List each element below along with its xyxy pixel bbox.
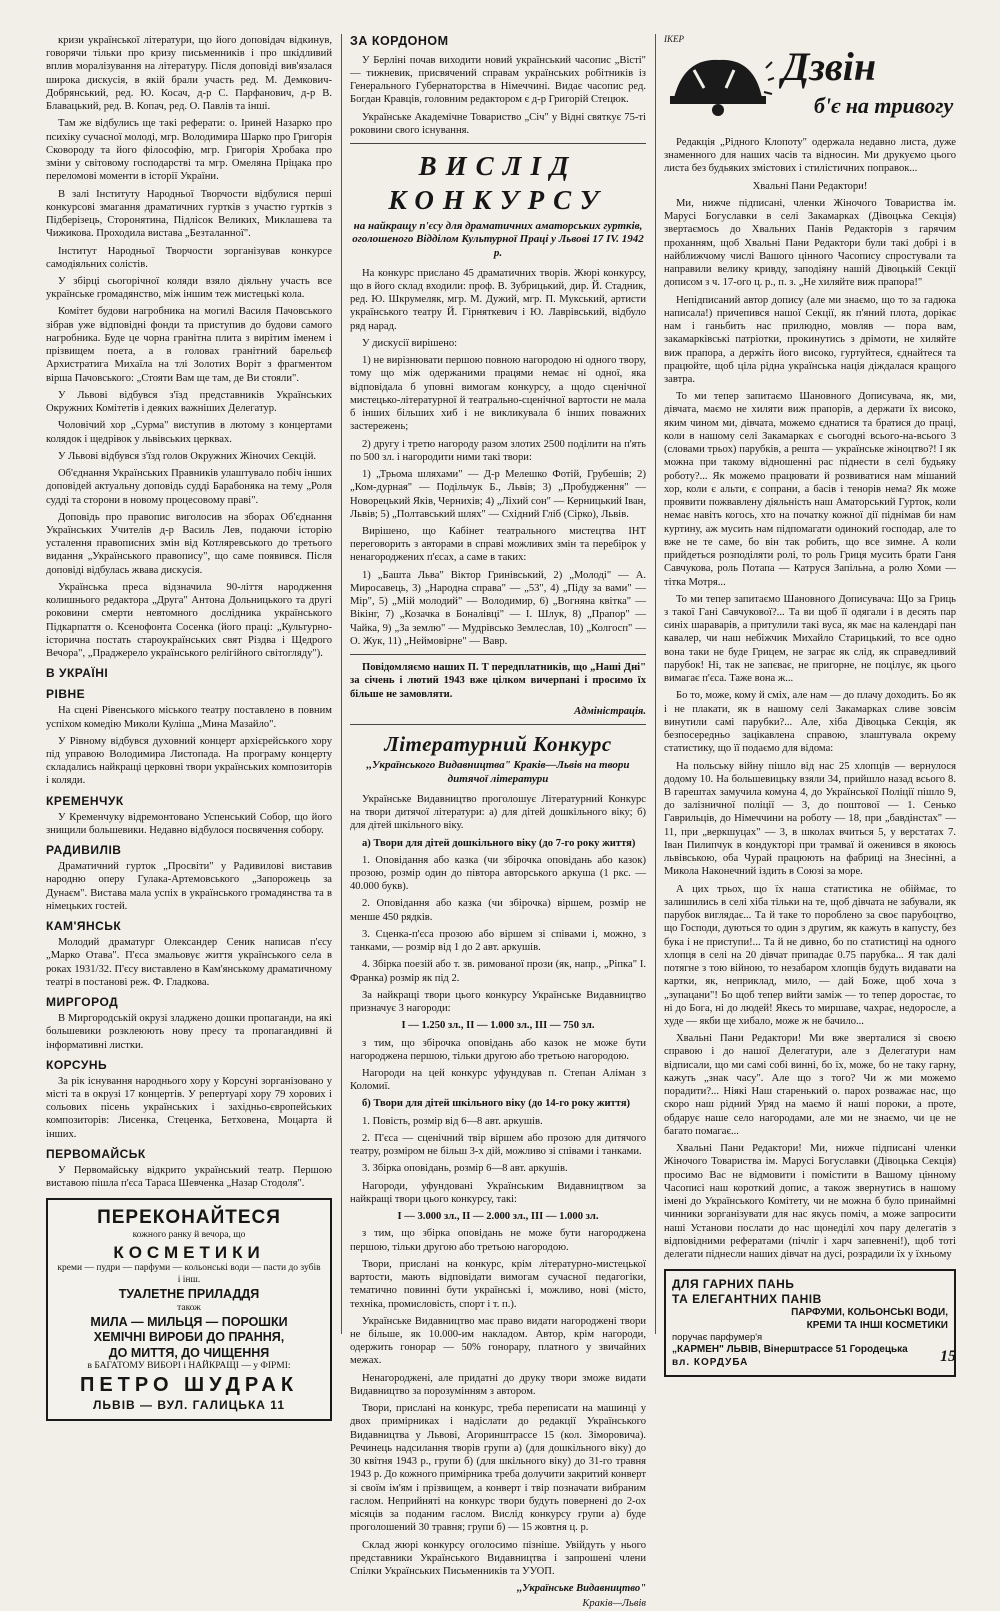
ad-line: „КАРМЕН" ЛЬВІВ, Вінерштрассе 51 Городецька: [672, 1344, 908, 1356]
prize-line: I — 3.000 зл., II — 2.000 зл., III — 1.000 зл.: [397, 1211, 599, 1223]
news-paragraph: У Рівному відбувся духовний концерт архієрейського хору під управою Володимира Листопада. На програму концерту складались найкращі церковні твори українських композиторів і коляди.: [46, 735, 333, 787]
news-paragraph: У збірці сьогорічної коляди взяло діяльну участь все українське громадянство, між іншим теж мистецькі кола.: [46, 275, 332, 301]
article-paragraph: з тим, що збірка оповідань не може бути нагороджена першою, тільки другою або третьою нагородою.: [350, 1228, 646, 1253]
divider: [350, 654, 646, 655]
publisher-signature: ,,Українське Видавництво": [516, 1583, 646, 1595]
artist-signature: ІКЕР: [664, 34, 684, 44]
ad-line: КРЕМИ ТА ІНШІ КОСМЕТИКИ: [806, 1319, 948, 1331]
letter-paragraph: Редакція „Рідного Клопоту" одержала недавно листа, дуже знаменного для наших часів та відносин. Ми друкуємо цього листа без будьяких змістових і стилістичних поправок...: [664, 137, 956, 175]
article-paragraph: Твори, прислані на конкурс, треба переписати на машинці у двох примірниках і надіслати до редакції Українського Видавництва у Львові, Агоринштрассе 15 (кол. Зіморовича). Речинець надсилання творів групи а) (для дошкільного віку) до 30 квітня 1943 р., групи б) (для шкільного віку) до 31-го травня 1943 р. До кожного примірника треба долучити закритий конверт зі своїм ім'ям і прізвищем, а конверт і твір позначати вибраним гаслом. Неприйняті на конкурс твори будуть повернені до 2-ох місяців за поданим гаслом. Вислід конкурсу групи а) буде проголошений 30 травня; групи б) — 15 жовтня ц. р.: [350, 1403, 647, 1534]
column-news-ukraine: [46, 34, 333, 1413]
ad-line: КОСМЕТИКИ: [113, 1243, 265, 1263]
article-paragraph: з тим, що збірочка оповідань або казок не може бути нагороджена першою, тільки другою або третьою нагородою.: [350, 1037, 646, 1062]
article-paragraph: 2) другу і третю нагороду разом злотих 2500 поділити на п'ять по 500 зл. і нагородити ними такі твори:: [350, 438, 646, 463]
article-paragraph: Українське Видавництво має право видати нагороджені твори не більше, як 10.000-им накладом. Автор, крім нагороди, одержить гонорар — 50% гонорару, платного у звичайних межах.: [350, 1315, 646, 1367]
ad-address: ЛЬВІВ — ВУЛ. ГАЛИЦЬКА 11: [93, 1398, 285, 1413]
city-heading: МИРГОРОД: [46, 995, 119, 1010]
column-contests: [350, 34, 647, 1610]
divider: [350, 143, 646, 144]
ad-heading: ДЛЯ ГАРНИХ ПАНЬ: [672, 1277, 795, 1292]
city-heading: ПЕРВОМАЙСЬК: [46, 1146, 146, 1161]
perfumery-advertisement: [664, 1269, 956, 1377]
ad-line: також: [177, 1302, 201, 1313]
banner-title-1: Дзвін: [782, 44, 877, 89]
alarm-bell-banner: [664, 34, 956, 130]
letter-paragraph: Ми, нижче підписані, членки Жіночого Товариства ім. Марусі Богуславки в селі Закамарках (Дівоцька Секція) звертаємось до Хвальних Панів Редакторів з гарячим проханням, щоб Хвальні Пани Редактори були такі добрі і в найближчому числі Вашого цінного Часопису спростували та направили велику кривду, заподіяну нашій Дівоцькій Секції дописом з ч. 17-ого ц. р., п. з. „Не хиляйте виж прапора!": [664, 197, 956, 289]
ad-heading: ТА ЕЛЕГАНТНИХ ПАНІВ: [672, 1292, 822, 1307]
article-paragraph: 4. Збірка поезій або т. зв. римованої прози (як, напр., „Ріпка" І. Франка) розмір як під 2.: [350, 959, 646, 984]
news-paragraph: Об'єднання Українських Правників улаштувало побіч інших доповідей актуальну доповідь судді Барабоняка на тему „Роля судді та сторони в новому процесовому праві".: [46, 468, 332, 506]
news-paragraph: Українська преса відзначила 90-ліття народження колишнього редактора „Друга" Антона Дольницького та другі роковини смерти невтомного дослідника українського Підкарпаття о. Ксенофонта Сосенка (його праці: „Культурно-історична постать староукраїнських свят Різдва і Щедрого Вечора", „Праджерело українського релігійного світогляду").: [46, 581, 332, 660]
article-paragraph: Склад жюрі конкурсу оголосимо пізніше. Увійдуть у нього представники Українського Видавництва і запрошені члени Спілки Українських Письменників та УУОП.: [350, 1539, 646, 1577]
article-paragraph: Нагороди на цей конкурс уфундував п. Степан Аліман з Коломиї.: [350, 1068, 646, 1093]
news-paragraph: Доповідь про правопис виголосив на зборах Об'єднання Українських Учителів д-р Василь Лев, подаючи історію усталення правописних змін від Котляревського до третього видання „Українського правопису", що саме появився. Після доповіді відбулась жвава дискусія.: [46, 511, 332, 576]
divider: [350, 724, 646, 725]
news-paragraph: Молодий драматург Олександер Сеник написав п'єсу „Марко Отава". П'єса змальовує життя українського села в роках 1931/32. П'єсу виставлено в Кам'янському драматичному театрі в постанові реж. Ф. Гладкова.: [46, 937, 332, 988]
news-paragraph: Чоловічий хор „Сурма" виступив в лютому з концертами колядок і щедрівок у львівських церквах.: [46, 420, 332, 445]
article-paragraph: У дискусії вирішено:: [362, 337, 458, 349]
news-paragraph: У Львові відбувся з'їзд голов Окружних Жіночих Секцій.: [58, 450, 317, 462]
letter-paragraph: А цих трьох, що їх наша статистика не обіймає, то залишились в селі хіба тільки на те, щоб дівчата не забували, як парубок виглядає... Та й таке то пороблено за своє парубоцтво, що Господи, дуються то один з другим, як кажуть в капусту, без бука і не приступи!... Та й не дивно, бо по статистиці на одного хлопця в селі на 20 дівчат припадає 0.75 парубка... Я так далі потягне з тою війною, то незабаром хлопців будуть видавати на картки, як, неприклад, мило, — дай Боже, щоб хоча з „зупацани"! Бо щоб тепер вийти заміж — то тепер доростає, то ні до Бога, ні до людей! Якесь то миршаве, чахрає, недоросле, а худе — якби ще хибало, може ж не бачило...: [664, 883, 956, 1027]
news-paragraph: У Кременчуку відремонтовано Успенський Собор, що його знищили большевики. Недавно відбулося посвячення собору.: [46, 811, 332, 836]
ad-line: МИЛА — МИЛЬЦЯ — ПОРОШКИ: [90, 1314, 288, 1329]
section-heading: ЗА КОРДОНОМ: [350, 34, 449, 48]
article-paragraph: 3. Збірка оповідань, розмір 6—8 авт. аркушів.: [362, 1163, 568, 1175]
letter-paragraph: Хвальні Пани Редактори!: [752, 180, 868, 192]
city-heading: КРЕМЕНЧУК: [46, 793, 124, 808]
letter-paragraph: Хвальні Пани Редактори! Ми вже зверталися зі своєю справою і до нашої Делегатури, але з Делегатури нам відписали, що ми самі собі винні, бо їх, може, бо не таку гарну, кажуть „знак часу". Але що з того? Чи ж ми можемо порадити?... Ніякі Наш старенький о. парох розважає нас, що скоро наш рідний Уряд на маємо й наші пороки, а проте, обдарує наше село нагородами, але ми не знаємо, чи це не багато помагає...: [664, 1033, 956, 1137]
article-paragraph: За найкращі твори цього конкурсу Українське Видавництво призначує 3 нагороди:: [350, 989, 646, 1015]
letter-paragraph: То ми тепер запитаємо Шановного Дописувача: Що за Гриць з такої Гані Савчукової?... Та ви щоб її одягали і в десять пар синіх шараварів, а притулили такі вуса, як має на календарі пан кавалер, чи наш небіжчик Михайло Старицький, то все одно вона таки не буде Грицем, не заграє як слід, як справедливий парубок! Ні, так не запєває, не пригорне, не поцілує, як цього вимагає п'єса. Таже вона ж...: [664, 593, 956, 685]
contest-subtitle: на найкращу п'єсу для драматичних аматорських гуртків, оголошеного Відділом Культурної Праці у Львові 17 IV. 1942 р.: [352, 219, 644, 260]
ad-line: кожного ранку й вечора, що: [132, 1230, 246, 1241]
article-paragraph: Вирішено, що Кабінет театрального мистецтва ІНТ переговорить з авторами в справі можливих змін та перебірок у ненагороджених п'єсах, а саме в таких:: [350, 526, 646, 564]
ad-line: поручає парфумер'я: [672, 1332, 763, 1344]
news-paragraph: кризи української літератури, що його доповідач відкинув, говорячи тільки про кризу письменників і про шкідливий вплив моралізування на літературу. Після доповіді вив'язалася широка дискусія, в якій брали участь ред. М. Демкович-Добрянський, ред. Ю. Косач, д-р С. Парфанович, д-р В. Блавацький, ред. В. Копач, ред. О. Павлів та інші.: [46, 35, 332, 113]
prize-line: I — 1.250 зл., II — 1.000 зл., III — 750 зл.: [401, 1020, 595, 1032]
news-paragraph: За рік існування народнього хору у Корсуні зорганізовано у місті та в окрузі 17 концертів. У репертуарі хору 79 хорових і сольових пісень українських і західньо-європейських композиторів: Лисенка, Стеценка, Бетховена, Моцарта й інших.: [46, 1075, 332, 1140]
article-paragraph: 1) не вирізнювати першою повною нагородою ні одного твору, тому що між одержаними працями немає ні одної, яка відповідала б уповні вимогам конкурсу, а щодо сценічної мистецько-літературної й театрально-сценічної вартости не мала б інших більших хиб і не викликувала б інших поважних застережень;: [350, 355, 646, 433]
letter-paragraph: Хвальні Пани Редактори! Ми, нижче підписані членки Жіночого Товариства ім. Марусі Богуславки (Дівоцька Секція) просимо Вас не відмовити і помістити в Вашому цінному Часописі наш короткий допис, а також звернутись в нашому імені до Українського Комітету, чи не можна б було принаймні чинники зорганізувати для нас якусь поміч, а може запросити наші Установи послати до нас щонеділі хоч пару делегатів з відповідними рефератами (пічліг і харч запевнені!), щоб тоті делегати піднесли наших дівчат на дусі, розрадили їх у їхньому: [664, 1143, 956, 1260]
news-paragraph: Драматичний гурток „Просвіти" у Радивилові виставив народню оперу Гулака-Артемовського „Запорожець за Дунаєм". Вистава мала успіх в українського громадянства та в німецьких гостей.: [46, 861, 332, 912]
city-heading: КАМ'ЯНСЬК: [46, 919, 122, 934]
news-paragraph: Українське Академічне Товариство „Січ" у Відні святкує 75-ті роковини свого існування.: [350, 111, 646, 136]
ad-line: в БАГАТОМУ ВИБОРІ і НАЙКРАЩІ — у ФІРМІ:: [87, 1361, 291, 1372]
column-letter: [664, 34, 956, 1368]
ad-title: ПЕРЕКОНАЙТЕСЯ: [97, 1207, 281, 1229]
news-paragraph: В Миргородській окрузі зладжено дошки пропаганди, на які большевики розклеюють нову пресу та пропагандивні й інформативні листки.: [46, 1013, 332, 1051]
article-paragraph: 2. П'єса — сценічний твір віршем або прозою для дитячого театру, розміром не більш 3-х дій, можливо зі співами і танками.: [350, 1132, 646, 1158]
letter-paragraph: На польську війну пішло від нас 25 хлопців — вернулося додому 10. На большевицьку взяли 34, прийшло назад всього 8. В гарештах замучила комуна 4, до Української Поліції пішло 9, до залізничної поліції — 3, до поштової — 1. Сенько Гаврильців, до Німеччини на роботу — 18, при „бавдінстах" — 11, при „веркшуцах" — 3, в школах вчиться 5, у верстатах 7. Іван Пилипчук в кондукторі при трамваї й оженився в якоюсь львівською, оба Чурай працюють на фабриці на Знесінні, а Микола Наконечний іздить в Союзі за море.: [664, 760, 956, 878]
letter-paragraph: То ми тепер запитаємо Шановного Дописувача, як, ми, дівчата, маємо не хиляти виж прапорів, а держати їх високо, яким чином ми, дівчата, можемо єднатися та братися до праці, коли в нашому селі Закамарках є сьогодні всього-на-всього 3 (словами трьох) парубків, а решта — українське жіноцтво?! І як можна при такому відношенні рас піднести в селі будьяку роботу?... Як можемо працювати й розвиватися нам мішаний хор, коли є альти, є сопрани, а басів і тенорів нема? Як може проявити пожвавлену діяльність наш Аматорський Гурток, коли немає навіть когось, хто на початку кожної дії піднімав би нам куртину, аж мусить нам підпомагати одинокий господар, але то вже не те саме, бо він так робить, що все зимне. А коли прийдеться розподіляти ролі, то роль Гриця мусить брати Ганя Савчукова, роль Потапа — Катруся Запільна, а ролю Хоми — тітка Мотря...: [664, 391, 956, 588]
news-paragraph: Там же відбулись ще такі реферати: о. Іриней Назарко про психіку сучасної молоді, мгр. Володимира Шарко про Григорія Сковороду та його філософію, мгр. Григорія Хробака про зміни у світовому господарстві та мгр. Омеляна Пріцака про переломові моменти в історії України.: [46, 118, 332, 183]
admin-notice: Повідомляємо наших П. Т передплатників, що „Наші Дні" за січень і лютий 1943 вже цілком вичерпані і просимо їх більше не замовляти.: [350, 662, 646, 700]
news-paragraph: Інститут Народньої Творчости зорганізував конкурсе самодіяльних солістів.: [46, 245, 332, 270]
letter-paragraph: Бо то, може, кому й сміх, але нам — до плачу доходить. Бо як і не плакати, як в нашому селі Закамарках сливе зовсім винутили самі парубки?... Але, хіба Дівоцька Секція, як безпосередньо зацікавлена справою, злаштувала окрему статистику, що її подаємо для відома:: [664, 690, 956, 755]
article-paragraph: б) Твори для дітей шкільного віку (до 14-го року життя): [362, 1098, 631, 1110]
section-heading: В УКРАЇНІ: [46, 666, 109, 681]
city-heading: РІВНЕ: [46, 687, 86, 702]
article-paragraph: Ненагороджені, але придатні до друку твори зможе видати Видавництво за порозумінням з автором.: [350, 1372, 646, 1397]
article-paragraph: 3. Сценка-п'єса прозою або віршем зі співами і, можно, з танками, — розмір від 1 до 2 авт. аркушів.: [350, 928, 646, 954]
ad-line: креми — пудри — парфуми — кольонські води — пасти до зубів і інш.: [57, 1263, 321, 1286]
cosmetics-advertisement: [46, 1198, 332, 1421]
ad-line: ДО МИТТЯ, ДО ЧИЩЕННЯ: [108, 1345, 270, 1360]
ad-firm-name: ПЕТРО ШУДРАК: [79, 1374, 299, 1397]
article-paragraph: 1. Оповідання або казка (чи збірочка оповідань або казок) прозою, розмір один до півтора авторського аркуша (1 ркс. — 40.000 букв).: [350, 854, 646, 893]
letter-paragraph: Непідписаний автор допису (але ми знаємо, що то за гадюка написала!) причепився нашої Секції, як п'яний плота, дорікає нам і ганьбить нас прилюдно, мовляв — пора вам, закамарківські патріотки, прокинутись з дрімоти, не хиляйте виж прапора, а держіть його високо, гуртуйтеся, єднайтеся та працюйте, щоб ціла рідна українська нація діждалася кращого завтра.: [664, 294, 956, 385]
literary-contest-title: Літературний Конкурс: [384, 732, 612, 757]
ad-line: ХЕМІЧНІ ВИРОБИ ДО ПРАННЯ,: [93, 1330, 285, 1345]
news-paragraph: Комітет будови нагробника на могилі Василя Пачовського зібрав уже відповідні фонди та приступив до будови самого нагробника. Буде це чорна гранітна плита з вирітим іменем і прізвищем поета, а в головах гранітний барельєф Архистратига Михаїла на тлі Золотих Воріт з фрагментом вірша Пачовського: „Стояти Вам ще там, де Ви стояли".: [46, 306, 332, 384]
ad-line: вл. КОРДУБА: [672, 1356, 749, 1368]
news-paragraph: На сцені Рівенського міського театру поставлено в повним успіхом комедію Миколи Куліша „Мина Мазайло".: [46, 705, 332, 730]
bell-icon: [664, 48, 774, 118]
column-divider-1: [341, 34, 342, 1334]
news-paragraph: У Первомайську відкрито український театр. Першою виставою пішла п'єса Тараса Шевченка „Назар Стодоля".: [46, 1164, 332, 1190]
ad-line: ТУАЛЕТНЕ ПРИЛАДДЯ: [118, 1287, 260, 1302]
contest-result-title: ВИСЛІД КОНКУРСУ: [388, 151, 608, 215]
article-paragraph: а) Твори для дітей дошкільного віку (до 7-го року життя): [362, 837, 636, 849]
news-paragraph: У Берліні почав виходити новий український часопис „Вісті" — тижневик, присвячений справам українських робітників із Генерального Губернаторства в Німеччині. Видає часопис ред. Богдан Кравців, головним редактором є д-р Григорій Стецюк.: [350, 54, 646, 106]
article-paragraph: Нагороди, уфундовані Українським Видавництвом за найкращі твори цього конкурсу, такі:: [350, 1180, 646, 1205]
banner-title-2: б'є на тривогу: [814, 93, 954, 118]
ad-line: ПАРФУМИ, КОЛЬОНСЬКІ ВОДИ,: [791, 1307, 948, 1319]
publisher-place: Краків—Львів: [582, 1598, 646, 1610]
admin-signature: Адміністрація.: [574, 705, 646, 717]
article-paragraph: 1) „Башта Льва" Віктор Гринівський, 2) „Молоді" — А. Миросавець, 3) „Народна справа" — „53", 4) „Піду за вами" — Мір", 5) „Мій молодий" — Володимир, 6) „Вогняна квітка" — Вікінг, 7) „Козачка в Боналівці" — І. Шлук, 8) „Прапор" — Чайка, 9) „За землю" — Мудрівсько Землеслав, 10) „Колгосп" — О. Жук, 11) „Неймовірне" — Вавр.: [350, 569, 646, 647]
city-heading: КОРСУНЬ: [46, 1057, 108, 1072]
city-heading: РАДИВИЛІВ: [46, 843, 122, 858]
article-paragraph: 2. Оповідання або казка (чи збірочка) віршем, розмір не менше 450 рядків.: [350, 898, 646, 923]
article-paragraph: Українське Видавництво проголошує Літературний Конкурс на твори дитячої літератури: а) для дітей дошкільного віку; б) для дітей шкільного віку.: [350, 793, 646, 832]
news-paragraph: В залі Інституту Народньої Творчости відбулися перші конкурсові змагання драматичних гуртків з участю гуртків з Підберізець, Сторонятина, Підлісок Великих, Миклашева та Чижикова. Проходила вистава „Безталанної".: [46, 188, 332, 240]
news-paragraph: У Львові відбувся з'їзд представників Українських Окружних Комітетів і деяких важніших Делегатур.: [46, 389, 332, 415]
article-paragraph: На конкурс прислано 45 драматичних творів. Жюрі конкурсу, що в його склад входили: проф. В. Зубрицький, дир. Й. Стадник, ред. Ю. Шкрумеляк, мгр. М. Дужий, мгр. П. Мукський, артисти українського театру Й. Гірняткевич і Ю. Лаврівський, відбуло ряд нарад.: [350, 267, 646, 332]
page-number: 15: [940, 1348, 956, 1365]
article-paragraph: 1) „Трьома шляхами" — Д-р Мелешко Фотій, Грубешів; 2) „Ком-дурная" — Подільчук Б., Львів; 3) „Пробудження" — Новорецький Яків, Чернихів; 4) „Ліхий сон" — Керницький Іван, Львів; 5) „Полтавський шлях" — Східний Гліб (Сірко), Львів.: [350, 469, 646, 520]
article-paragraph: 1. Повість, розмір від 6—8 авт. аркушів.: [362, 1115, 543, 1127]
literary-contest-subtitle: ,,Українського Видавництва" Краків—Львів на твори дитячої літератури: [366, 759, 630, 786]
article-paragraph: Твори, прислані на конкурс, крім літературно-мистецької вартости, мають відповідати вимогам сучасної педагогіки, тематично повинні бути українські і, можливо, нові (місто, техніка, промисловість, спорт і т. п.).: [350, 1258, 646, 1310]
column-divider-2: [655, 34, 656, 1334]
